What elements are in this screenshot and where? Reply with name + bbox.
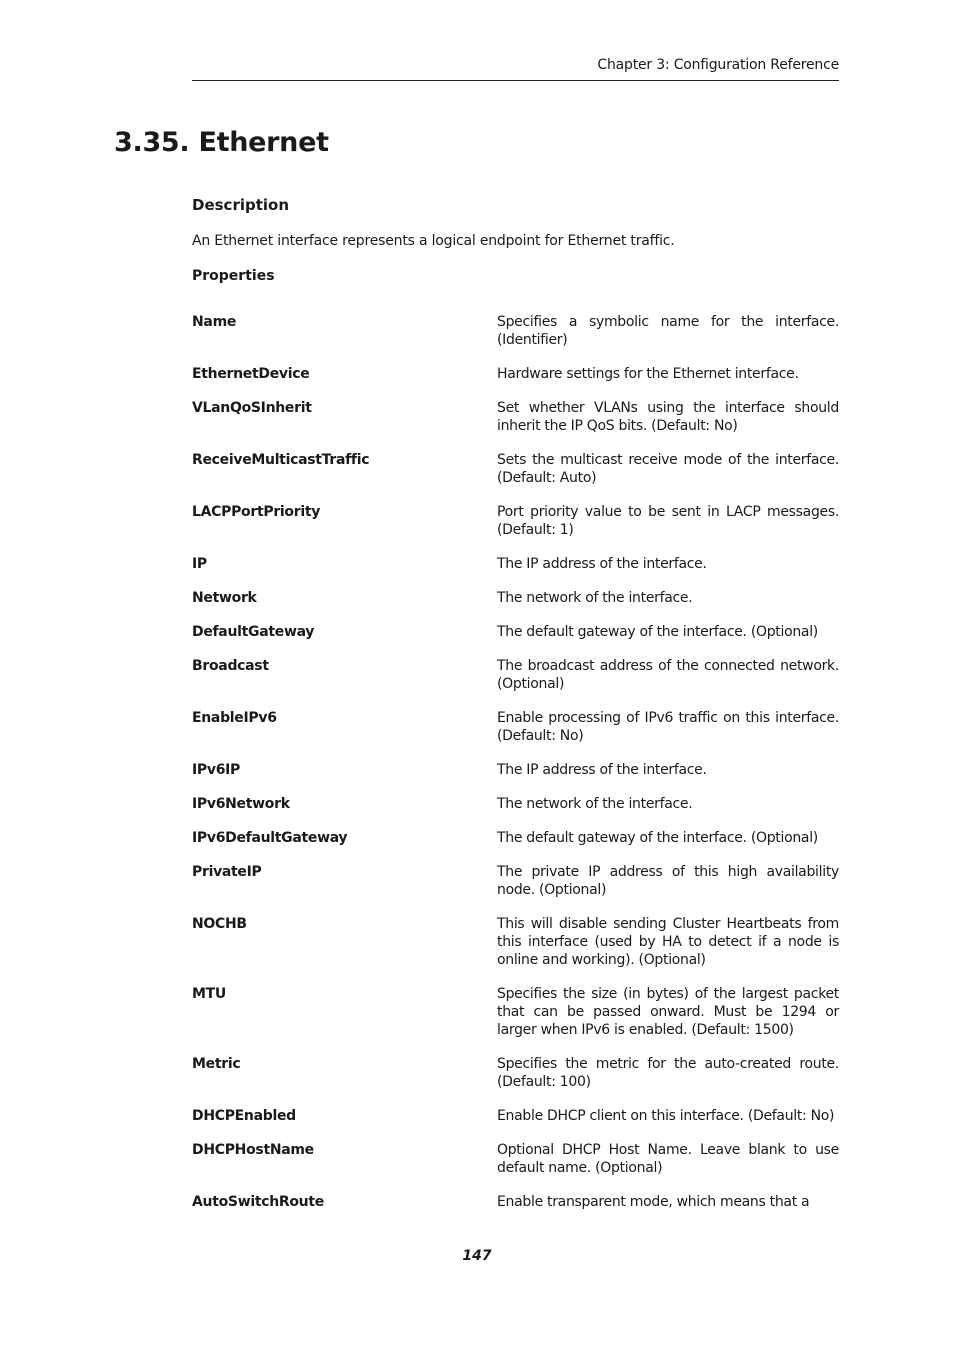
property-row-vlanqosinherit	[192, 399, 839, 435]
property-name: IPv6IP	[192, 762, 241, 778]
property-description: This will disable sending Cluster Heartbeats from this interface (used by HA to detect if a node is online and working). (Optional)	[497, 916, 839, 968]
property-row-privateip	[192, 863, 839, 899]
property-row-ethernetdevice	[192, 365, 839, 383]
property-row-receivemulticasttraffic	[192, 451, 839, 487]
property-row-network	[192, 589, 839, 607]
property-description: The default gateway of the interface. (Optional)	[497, 624, 818, 640]
property-row-enableipv6	[192, 709, 839, 745]
property-description: Specifies the size (in bytes) of the largest packet that can be passed onward. Must be 1294 or larger when IPv6 is enabled. (Default: 1500)	[497, 986, 839, 1038]
property-description: The IP address of the interface.	[497, 556, 707, 572]
property-row-mtu	[192, 985, 839, 1039]
property-description: The network of the interface.	[497, 590, 693, 606]
property-name: DefaultGateway	[192, 624, 315, 640]
property-description: Set whether VLANs using the interface should inherit the IP QoS bits. (Default: No)	[497, 400, 839, 434]
property-description: Specifies the metric for the auto-created route. (Default: 100)	[497, 1056, 839, 1090]
property-row-dhcpenabled	[192, 1107, 839, 1125]
property-name: IP	[192, 556, 207, 572]
property-name: NOCHB	[192, 916, 247, 932]
property-description: Enable processing of IPv6 traffic on this interface. (Default: No)	[497, 710, 839, 744]
properties-heading: Properties	[192, 268, 275, 284]
property-row-metric	[192, 1055, 839, 1091]
property-description: Specifies a symbolic name for the interface. (Identifier)	[497, 314, 839, 348]
property-name: ReceiveMulticastTraffic	[192, 452, 370, 468]
page-number: 147	[462, 1248, 492, 1264]
property-name: MTU	[192, 986, 226, 1002]
property-description: Port priority value to be sent in LACP messages. (Default: 1)	[497, 504, 839, 538]
property-description: The network of the interface.	[497, 796, 693, 812]
property-description: Enable transparent mode, which means that a	[497, 1194, 810, 1210]
description-heading: Description	[192, 196, 290, 214]
property-name: Network	[192, 590, 257, 606]
property-row-ipv6ip	[192, 761, 839, 779]
property-description: The default gateway of the interface. (Optional)	[497, 830, 818, 846]
property-row-ipv6defaultgateway	[192, 829, 839, 847]
property-row-name	[192, 313, 839, 349]
property-name: Metric	[192, 1056, 241, 1072]
property-name: DHCPEnabled	[192, 1108, 296, 1124]
property-row-ipv6network	[192, 795, 839, 813]
property-row-autoswitchroute	[192, 1193, 839, 1211]
property-name: PrivateIP	[192, 864, 262, 880]
description-text: An Ethernet interface represents a logical endpoint for Ethernet traffic.	[192, 233, 675, 249]
property-name: LACPPortPriority	[192, 504, 321, 520]
property-row-lacpportpriority	[192, 503, 839, 539]
property-description: Enable DHCP client on this interface. (Default: No)	[497, 1108, 835, 1124]
property-name: IPv6DefaultGateway	[192, 830, 348, 846]
property-name: AutoSwitchRoute	[192, 1194, 324, 1210]
property-row-dhcphostname	[192, 1141, 839, 1177]
property-description: Optional DHCP Host Name. Leave blank to use default name. (Optional)	[497, 1142, 839, 1176]
property-description: Hardware settings for the Ethernet interface.	[497, 366, 799, 382]
property-row-defaultgateway	[192, 623, 839, 641]
property-description: The broadcast address of the connected network. (Optional)	[497, 658, 839, 692]
property-description: Sets the multicast receive mode of the interface. (Default: Auto)	[497, 452, 839, 486]
property-name: EthernetDevice	[192, 366, 310, 382]
property-name: VLanQoSInherit	[192, 400, 312, 416]
property-row-ip	[192, 555, 839, 573]
property-description: The private IP address of this high availability node. (Optional)	[497, 864, 839, 898]
property-name: DHCPHostName	[192, 1142, 314, 1158]
section-title: 3.35. Ethernet	[114, 127, 329, 158]
property-row-broadcast	[192, 657, 839, 693]
property-name: Name	[192, 314, 237, 330]
properties-list	[192, 313, 839, 1227]
property-row-nochb	[192, 915, 839, 969]
property-name: Broadcast	[192, 658, 269, 674]
running-header: Chapter 3: Configuration Reference	[192, 55, 839, 81]
property-name: IPv6Network	[192, 796, 290, 812]
property-description: The IP address of the interface.	[497, 762, 707, 778]
property-name: EnableIPv6	[192, 710, 277, 726]
